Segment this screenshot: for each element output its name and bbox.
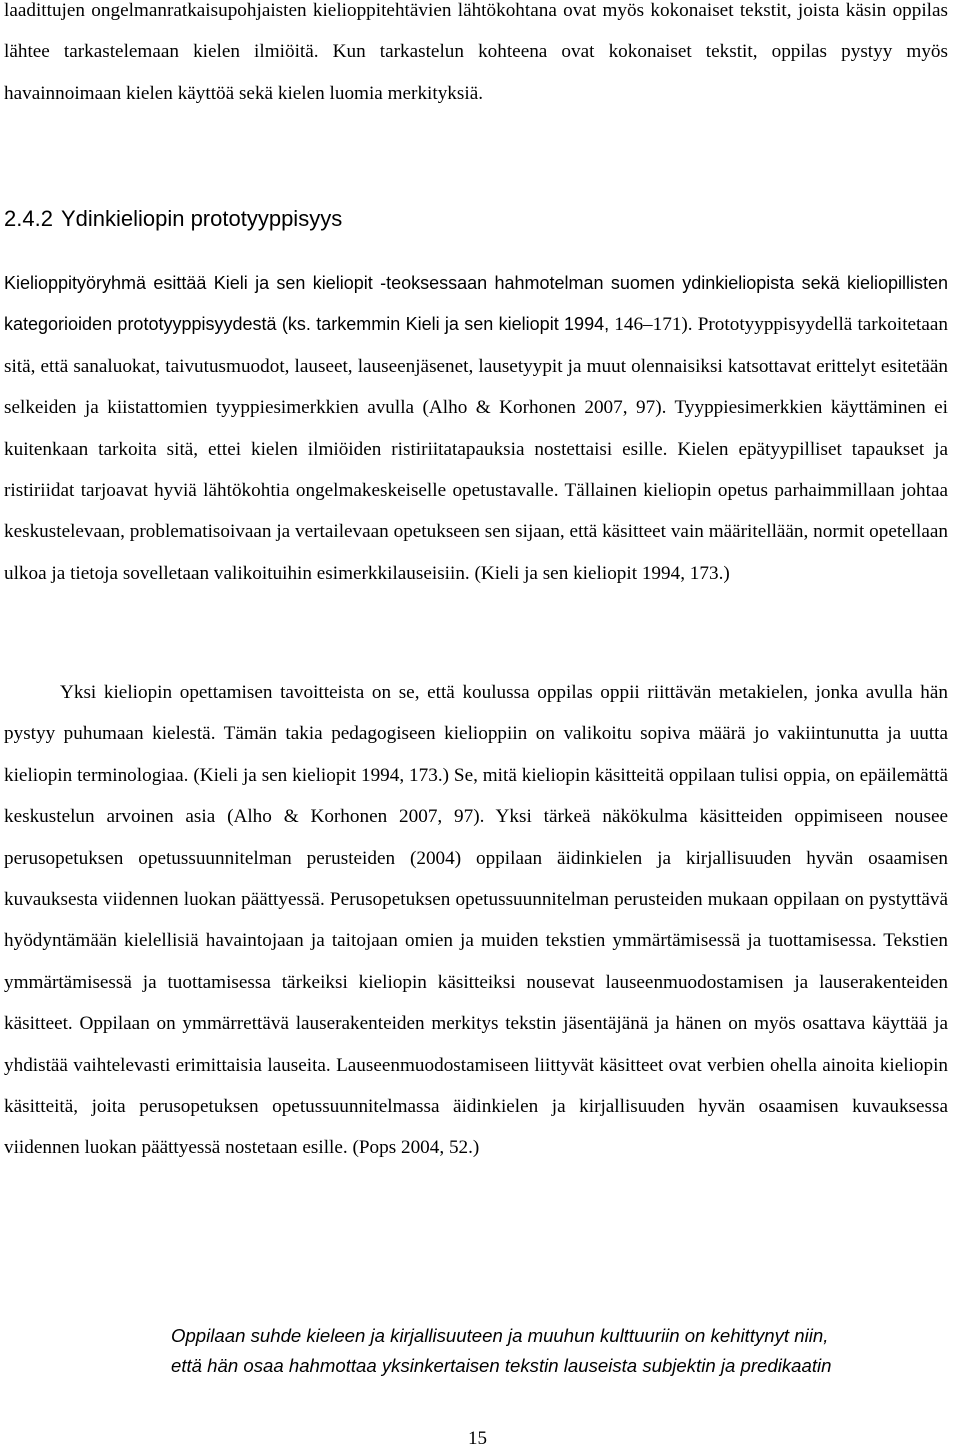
paragraph-metalanguage: Yksi kieliopin opettamisen tavoitteista on se, että koulussa oppilas oppii riittävän metakielen, jonka avulla hän pystyy puhumaan kielestä. Tämän takia pedagogiseen kielioppiin on valikoitu sopiva määrä jo vakiintunutta ja uutta kieliopin terminologiaa. (Kieli ja sen kieliopit 1994, 173.) Se, mitä kieliopin käsitteitä oppilaan tulisi oppia, on epäilemättä keskustelun arvoinen asia (Alho & Korhonen 2007, 97). Yksi tärkeä näkökulma käsitteiden oppimiseen nousee perusopetuksen opetussuunnitelman perusteiden (2004) oppilaan äidinkielen ja kirjallisuuden hyvän osaamisen kuvauksesta viidennen luokan päättyessä. Perusopetuksen opetussuunnitelman perusteiden mukaan oppilaan on pystyttävä hyödyntämään kielellisiä havaintojaan ja taitojaan omien ja muiden tekstien ymmärtämisessä ja tuottamisessa. Tekstien ymmärtämisessä ja tuottamisessa tärkeiksi kieliopin käsitteiksi nousevat lauseenmuodostamisen ja lauserakenteiden käsitteet. Oppilaan on ymmärrettävä lauserakenteiden merkitys tekstin jäsentäjänä ja hänen on myös osattava käyttää ja yhdistää vaihtelevasti erimittaisia lauseita. Lauseenmuodostamiseen liittyvät käsitteet ovat verbien ohella ainoita kieliopin käsitteitä, joita perusopetuksen opetussuunnitelmassa äidinkielen ja kirjallisuuden hyvän osaamisen kuvauksessa viidennen luokan päättyessä nostetaan esille. (Pops 2004, 52.) [4, 682, 948, 1159]
paragraph-sans-part: Kielioppityöryhmä esittää Kieli ja sen kieliopit -teoksessaan hahmotelman suomen ydinkieliopista sekä kieliopillisten kategorioiden prototyyppisyydestä (ks. tarkemmin Kieli ja sen kieliopit 1994, [4, 273, 948, 335]
section-number: 2.4.2 [4, 206, 53, 231]
intro-paragraph: laadittujen ongelmanratkaisupohjaisten kielioppitehtävien lähtökohtana ovat myös kokonaiset tekstit, joista käsin oppilas lähtee tarkastelemaan kielen ilmiöitä. Kun tarkastelun kohteena ovat kokonaiset tekstit, oppilas pystyy myös havainnoimaan kielen käyttöä sekä kielen luomia merkityksiä. [4, 0, 948, 104]
paragraph-serif-part: 146–171). Prototyyppisyydellä tarkoitetaan sitä, että sanaluokat, taivutusmuodot, lauseet, lauseenjäsenet, lausetyypit ja muut olennaisiksi katsottavat erittelyt esitetään selkeiden ja kiistattomien tyyppiesimerkkien avulla (Alho & Korhonen 2007, 97). Tyyppiesimerkkien käyttäminen ei kuitenkaan tarkoita sitä, ettei kielen ilmiöiden ristiriitatapauksia nostettaisi esille. Kielen epätyypilliset tapaukset ja ristiriidat tarjoavat hyviä lähtökohtia ongelmakeskeiselle opetustavalle. Tällainen kieliopin opetus parhaimmillaan johtaa keskustelevaan, problematisoivaan ja vertailevaan opetukseen sen sijaan, että käsitteet vain määritellään, normit opetellaan ulkoa ja tietoja sovelletaan valikoituihin esimerkkilauseisiin. (Kieli ja sen kieliopit 1994, 173.) [4, 314, 949, 584]
paragraph-prototypicality [4, 263, 948, 594]
section-heading [4, 203, 342, 235]
curriculum-quote [171, 1321, 960, 1381]
quote-line-2: että hän osaa hahmottaa yksinkertaisen tekstin lauseista subjektin ja predikaatin [171, 1355, 832, 1376]
quote-line-1: Oppilaan suhde kieleen ja kirjallisuuteen ja muuhun kulttuuriin on kehittynyt niin, [171, 1325, 829, 1346]
section-title: Ydinkieliopin prototyyppisyys [60, 206, 343, 231]
page-number: 15 [468, 1428, 487, 1449]
